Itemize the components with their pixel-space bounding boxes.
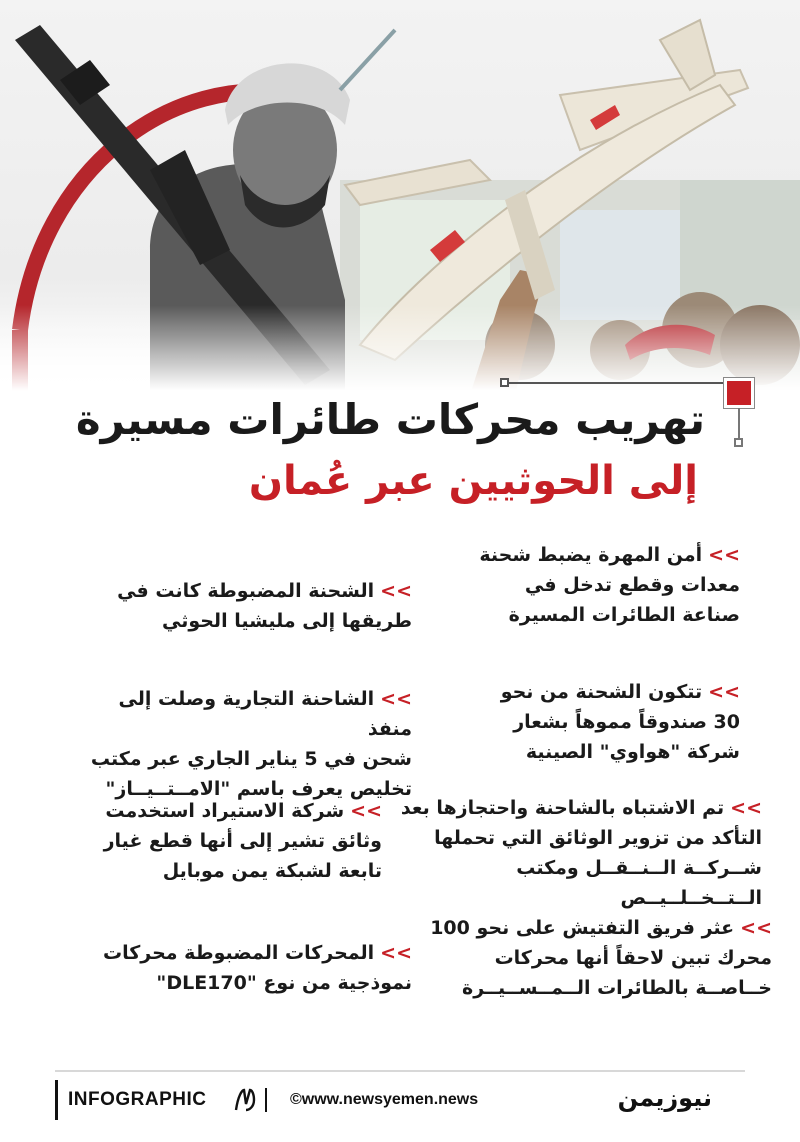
chevron-marker-icon: >>	[708, 681, 740, 703]
page-title-line1: تهريب محركات طائرات مسيرة	[75, 395, 705, 444]
chevron-marker-icon: >>	[380, 580, 412, 602]
brand-logo-text: نيوزيمن	[617, 1084, 712, 1112]
fact-text: تم الاشتباه بالشاحنة واحتجازها بعد التأكد من تزوير الوثائق التي تحملها شــركــة الــنــقــل ومكتب الــتــخــلــيــص	[400, 797, 762, 909]
newsyemen-logo-icon	[232, 1086, 258, 1114]
chevron-marker-icon: >>	[380, 688, 412, 710]
fact-item	[92, 938, 412, 998]
fact-item	[72, 796, 382, 886]
title-red-marker	[724, 378, 754, 408]
footer-divider	[55, 1070, 745, 1072]
footer-separator	[265, 1088, 267, 1112]
banner-right-graphic	[560, 210, 680, 320]
fact-item	[420, 677, 740, 767]
infographic-label: INFOGRAPHIC	[55, 1080, 225, 1120]
website-link[interactable]: ©www.newsyemen.news	[290, 1091, 479, 1108]
fact-item	[82, 684, 412, 804]
marker-tip	[734, 438, 743, 447]
chevron-marker-icon: >>	[740, 917, 772, 939]
chevron-marker-icon: >>	[350, 800, 382, 822]
fact-item	[82, 576, 412, 636]
fact-text: تتكون الشحنة من نحو 30 صندوقاً مموهاً بشعار شركة "هواوي" الصينية	[500, 681, 740, 763]
fact-text: الشاحنة التجارية وصلت إلى منفذ شحن في 5 يناير الجاري عبر مكتب تخليص يعرف باسم "الامــتــيــاز"	[90, 688, 412, 800]
fact-item	[422, 913, 772, 1003]
fact-item	[382, 793, 762, 913]
fact-text: شركة الاستيراد استخدمت وثائق تشير إلى أنها قطع غيار تابعة لشبكة يمن موبايل	[103, 800, 382, 882]
fact-text: المحركات المضبوطة محركات نموذجية من نوع "DLE170"	[103, 942, 412, 994]
page-title-line2: إلى الحوثيين عبر عُمان	[248, 458, 698, 504]
connector-dot	[500, 378, 509, 387]
marker-stem	[738, 408, 740, 440]
chevron-marker-icon: >>	[730, 797, 762, 819]
fact-text: الشحنة المضبوطة كانت في طريقها إلى مليشيا الحوثي	[117, 580, 412, 632]
fact-text: أمن المهرة يضبط شحنة معدات وقطع تدخل في صناعة الطائرات المسيرة	[479, 544, 740, 626]
footer	[0, 1060, 800, 1142]
hero-image	[0, 0, 800, 395]
chevron-marker-icon: >>	[380, 942, 412, 964]
title-connector-line	[505, 382, 725, 384]
fact-item	[440, 540, 740, 630]
chevron-marker-icon: >>	[708, 544, 740, 566]
fact-text: عثر فريق التفتيش على نحو 100 محرك تبين لاحقاً أنها محركات خــاصــة بالطائرات الــمــســيــرة	[430, 917, 772, 999]
